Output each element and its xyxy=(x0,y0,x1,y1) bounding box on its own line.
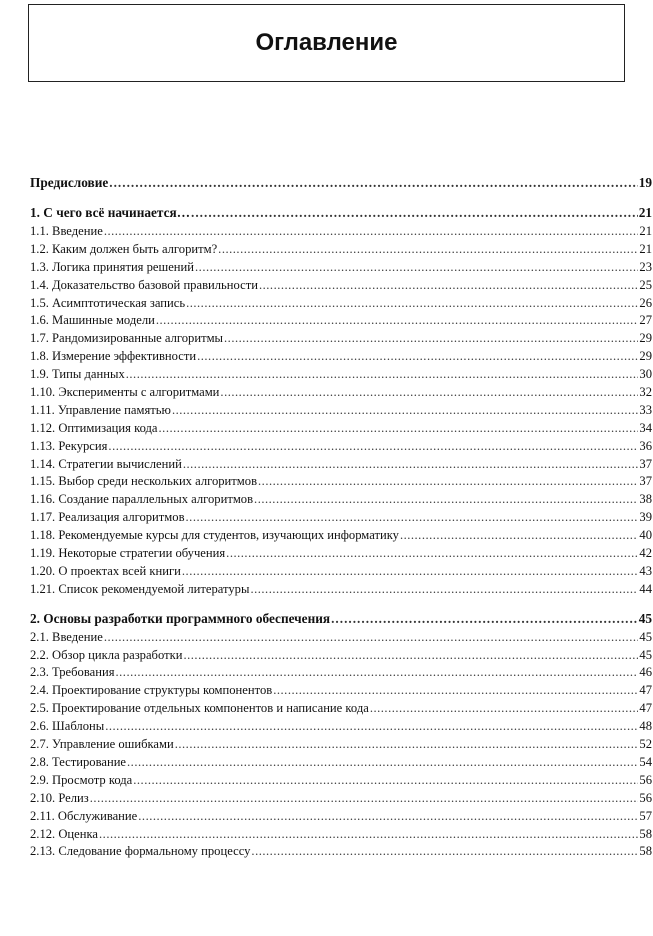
dot-leader xyxy=(126,366,639,384)
dot-leader xyxy=(172,402,638,420)
toc-page-number: 29 xyxy=(639,349,652,364)
table-of-contents xyxy=(30,173,652,861)
toc-page-number: 25 xyxy=(639,277,652,292)
dot-leader xyxy=(250,581,638,599)
toc-preface[interactable] xyxy=(30,173,652,193)
dot-leader xyxy=(220,384,638,402)
toc-label: 2.7. Управление ошибками xyxy=(30,737,174,752)
toc-page-number: 54 xyxy=(639,754,652,769)
toc-page-number: 46 xyxy=(639,665,652,680)
toc-label: 1.5. Асимптотическая запись xyxy=(30,295,186,310)
dot-leader xyxy=(104,223,639,241)
toc-label: 1.9. Типы данных xyxy=(30,367,125,382)
toc-label: 1. С чего всё начинается… xyxy=(30,205,191,220)
toc-label: 2.12. Оценка xyxy=(30,826,99,841)
toc-label: 1.14. Стратегии вычислений xyxy=(30,456,182,471)
toc-label: 1.17. Реализация алгоритмов xyxy=(30,510,185,525)
toc-page-number: 33 xyxy=(639,402,652,417)
toc-label: 1.10. Эксперименты с алгоритмами xyxy=(30,385,220,400)
toc-page-number: 42 xyxy=(639,546,652,561)
toc-entry[interactable] xyxy=(30,330,652,348)
toc-label: 2.4. Проектирование структуры компонентов xyxy=(30,683,273,698)
dot-leader xyxy=(259,277,638,295)
toc-label: 1.12. Оптимизация кода xyxy=(30,420,158,435)
toc-label: 2.10. Релиз xyxy=(30,790,89,805)
toc-label: 1.3. Логика принятия решений xyxy=(30,259,195,274)
toc-entry[interactable] xyxy=(30,682,652,700)
dot-leader xyxy=(104,629,639,647)
toc-page-number: 45 xyxy=(639,647,652,662)
toc-entry[interactable] xyxy=(30,754,652,772)
dot-leader xyxy=(258,473,638,491)
dot-leader xyxy=(218,241,638,259)
toc-label: 1.4. Доказательство базовой правильности xyxy=(30,277,258,292)
dot-leader xyxy=(183,456,639,474)
toc-label: 1.15. Выбор среди нескольких алгоритмов xyxy=(30,474,258,489)
toc-label: 1.21. Список рекомендуемой литературы xyxy=(30,581,250,596)
dot-leader xyxy=(226,545,638,563)
toc-label: 2.11. Обслуживание xyxy=(30,808,138,823)
toc-label: 1.16. Создание параллельных алгоритмов xyxy=(30,492,254,507)
toc-entry[interactable] xyxy=(30,826,652,844)
toc-page-number: 19 xyxy=(638,175,652,190)
toc-page-number: 57 xyxy=(639,808,652,823)
dot-leader xyxy=(331,609,638,629)
toc-label: 2.2. Обзор цикла разработки xyxy=(30,647,183,662)
toc-entry[interactable] xyxy=(30,790,652,808)
toc-page-number: 34 xyxy=(639,420,652,435)
toc-page-number: 30 xyxy=(639,367,652,382)
toc-entry[interactable] xyxy=(30,420,652,438)
toc-page-number: 21 xyxy=(639,241,652,256)
chapter-2-sections xyxy=(30,629,652,862)
toc-page-number: 37 xyxy=(639,474,652,489)
toc-entry[interactable] xyxy=(30,241,652,259)
toc-page-number: 48 xyxy=(639,719,652,734)
toc-entry[interactable] xyxy=(30,527,652,545)
toc-entry[interactable] xyxy=(30,491,652,509)
toc-entry[interactable] xyxy=(30,473,652,491)
toc-entry[interactable] xyxy=(30,384,652,402)
toc-page-number: 43 xyxy=(639,563,652,578)
toc-page-number: 56 xyxy=(639,790,652,805)
dot-leader xyxy=(108,438,638,456)
toc-page-number: 47 xyxy=(639,701,652,716)
toc-chapter-1[interactable] xyxy=(30,203,652,223)
toc-label: 2.3. Требования xyxy=(30,665,115,680)
dot-leader xyxy=(138,808,638,826)
toc-entry[interactable] xyxy=(30,563,652,581)
dot-leader xyxy=(127,754,638,772)
toc-entry[interactable] xyxy=(30,664,652,682)
toc-entry[interactable] xyxy=(30,718,652,736)
toc-page-number: 37 xyxy=(639,456,652,471)
toc-entry[interactable] xyxy=(30,277,652,295)
toc-label: 2.9. Просмотр кода xyxy=(30,772,133,787)
toc-entry[interactable] xyxy=(30,629,652,647)
toc-label: 2.5. Проектирование отдельных компонентов и написание кода xyxy=(30,701,369,716)
dot-leader xyxy=(156,312,639,330)
toc-label: 2.6. Шаблоны xyxy=(30,719,105,734)
toc-entry[interactable] xyxy=(30,545,652,563)
toc-page-number: 36 xyxy=(639,438,652,453)
dot-leader xyxy=(105,718,638,736)
toc-label: 1.1. Введение xyxy=(30,224,103,238)
toc-label: 2.13. Следование формальному процессу xyxy=(30,844,251,859)
dot-leader xyxy=(175,736,639,754)
toc-entry[interactable] xyxy=(30,647,652,665)
dot-leader xyxy=(191,203,638,223)
toc-entry[interactable] xyxy=(30,772,652,790)
toc-page-number: 44 xyxy=(639,581,652,596)
toc-page-number: 26 xyxy=(639,295,652,310)
dot-leader xyxy=(251,843,638,861)
toc-label: 1.8. Измерение эффективности xyxy=(30,349,197,364)
dot-leader xyxy=(254,491,638,509)
dot-leader xyxy=(99,826,638,844)
toc-page-number: 56 xyxy=(639,772,652,787)
toc-label: 2.8. Тестирование xyxy=(30,754,127,769)
toc-page-number: 40 xyxy=(639,528,652,543)
toc-entry[interactable] xyxy=(30,843,652,861)
dot-leader xyxy=(400,527,638,545)
toc-entry[interactable] xyxy=(30,509,652,527)
toc-label: 1.11. Управление памятью xyxy=(30,402,171,417)
toc-label: 1.19. Некоторые стратегии обучения xyxy=(30,546,226,561)
dot-leader xyxy=(195,259,638,277)
toc-entry[interactable] xyxy=(30,581,652,599)
dot-leader xyxy=(133,772,638,790)
toc-page-number: 58 xyxy=(639,826,652,841)
toc-page-number: 29 xyxy=(639,331,652,346)
dot-leader xyxy=(116,664,639,682)
toc-entry[interactable] xyxy=(30,700,652,718)
toc-label: 1.6. Машинные модели xyxy=(30,313,155,328)
toc-entry[interactable] xyxy=(30,438,652,456)
toc-page-number: 45 xyxy=(638,610,652,626)
dot-leader xyxy=(90,790,639,808)
dot-leader xyxy=(224,330,638,348)
toc-entry[interactable] xyxy=(30,808,652,826)
toc-label: 1.7. Рандомизированные алгоритмы xyxy=(30,331,224,346)
toc-entry[interactable] xyxy=(30,366,652,384)
toc-page-number: 47 xyxy=(639,683,652,698)
toc-entry[interactable] xyxy=(30,259,652,277)
toc-entry[interactable] xyxy=(30,402,652,420)
toc-page-number: 52 xyxy=(639,737,652,752)
toc-page-number: 58 xyxy=(639,844,652,859)
toc-entry[interactable] xyxy=(30,736,652,754)
dot-leader xyxy=(183,647,638,665)
toc-page-number: 32 xyxy=(639,385,652,400)
toc-page-number: 27 xyxy=(639,313,652,328)
toc-page-number: 45 xyxy=(639,629,652,644)
toc-page-number: 23 xyxy=(639,259,652,274)
toc-label: 2. Основы разработки программного обеспечения xyxy=(30,610,331,626)
chapter-1-sections xyxy=(30,223,652,599)
toc-entry[interactable] xyxy=(30,295,652,313)
dot-leader xyxy=(186,509,639,527)
dot-leader xyxy=(273,682,638,700)
toc-chapter-2[interactable] xyxy=(30,609,652,629)
toc-label: 2.1. Введение xyxy=(30,629,103,644)
toc-entry[interactable] xyxy=(30,223,652,241)
toc-page-number: 39 xyxy=(639,510,652,525)
dot-leader xyxy=(159,420,639,438)
dot-leader xyxy=(370,700,639,718)
toc-label: 1.18. Рекомендуемые курсы для студентов, изучающих информатику xyxy=(30,528,399,543)
dot-leader xyxy=(186,295,638,313)
toc-entry[interactable] xyxy=(30,456,652,474)
dot-leader xyxy=(109,173,637,193)
title-box xyxy=(28,4,625,82)
toc-page-number: 21 xyxy=(639,224,652,238)
toc-label: 1.2. Каким должен быть алгоритм? xyxy=(30,241,218,256)
toc-entry[interactable] xyxy=(30,348,652,366)
page-title: Оглавление xyxy=(255,29,398,56)
toc-entry[interactable] xyxy=(30,312,652,330)
dot-leader xyxy=(197,348,638,366)
dot-leader xyxy=(182,563,639,581)
toc-label: Предисловие xyxy=(30,175,109,190)
toc-page-number: 38 xyxy=(639,492,652,507)
toc-label: 1.20. О проектах всей книги xyxy=(30,563,181,578)
toc-label: 1.13. Рекурсия xyxy=(30,438,108,453)
toc-page-number: 21 xyxy=(638,205,652,220)
